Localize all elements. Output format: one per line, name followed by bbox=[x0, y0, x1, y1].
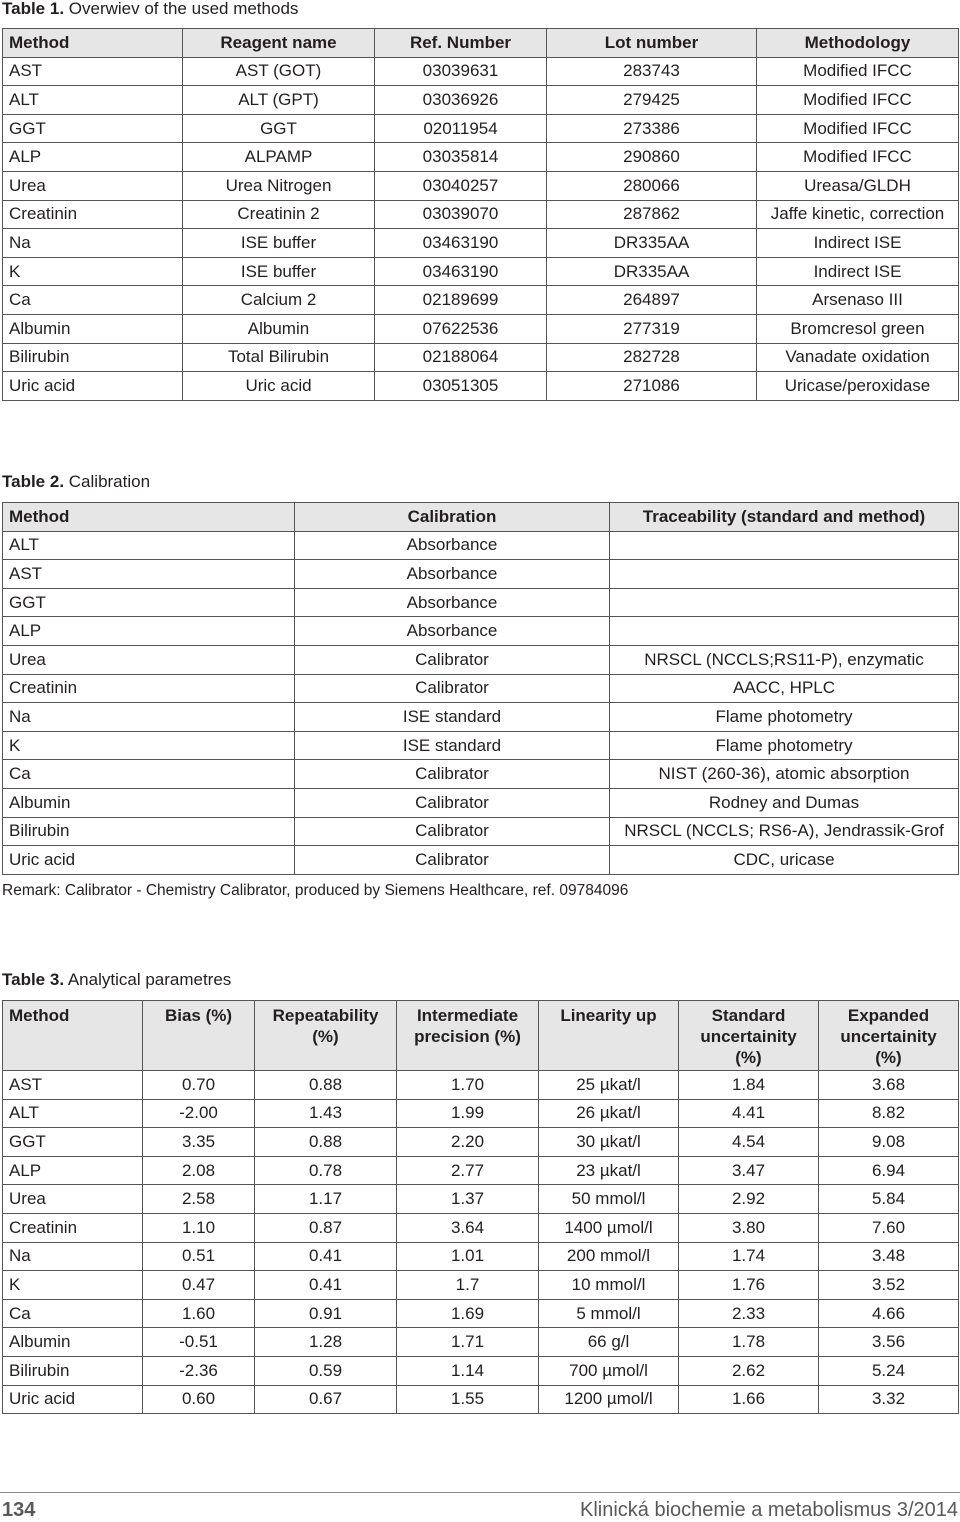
table2-body bbox=[3, 532, 959, 875]
table-cell: 1.55 bbox=[397, 1386, 539, 1415]
table-cell: Calcium 2 bbox=[183, 286, 375, 315]
table1-header-cell: Method bbox=[3, 29, 183, 58]
method-cell: Urea bbox=[3, 646, 295, 675]
table-cell: -0.51 bbox=[143, 1328, 255, 1357]
table-cell bbox=[610, 617, 959, 646]
method-cell: Urea bbox=[3, 172, 183, 201]
method-cell: Na bbox=[3, 229, 183, 258]
table-row bbox=[3, 646, 959, 675]
table3-body bbox=[3, 1071, 959, 1414]
table1-header-row bbox=[3, 29, 959, 58]
method-cell: ALP bbox=[3, 1157, 143, 1186]
table-cell: 0.88 bbox=[255, 1071, 397, 1100]
method-cell: AST bbox=[3, 560, 295, 589]
table-row bbox=[3, 1328, 959, 1357]
table-cell: DR335AA bbox=[547, 258, 757, 287]
table-cell: 02188064 bbox=[375, 344, 547, 373]
table-cell: 1.17 bbox=[255, 1185, 397, 1214]
table-row bbox=[3, 675, 959, 704]
journal-title: Klinická biochemie a metabolismus 3/2014 bbox=[580, 1499, 958, 1521]
table-cell: ISE buffer bbox=[183, 229, 375, 258]
table-cell: 0.70 bbox=[143, 1071, 255, 1100]
table-cell: GGT bbox=[183, 115, 375, 144]
table-cell: 700 µmol/l bbox=[539, 1357, 679, 1386]
table-cell: 1200 µmol/l bbox=[539, 1386, 679, 1415]
table-cell: 03039070 bbox=[375, 201, 547, 230]
table3-header-cell: Standard uncertainity (%) bbox=[679, 1001, 819, 1071]
table-row bbox=[3, 703, 959, 732]
table2-caption bbox=[2, 473, 150, 491]
table-cell: 5 mmol/l bbox=[539, 1300, 679, 1329]
table-row bbox=[3, 1185, 959, 1214]
table3 bbox=[2, 1000, 959, 1414]
table-cell: Bromcresol green bbox=[757, 315, 959, 344]
table-cell: 1.74 bbox=[679, 1243, 819, 1272]
table-cell: 0.60 bbox=[143, 1386, 255, 1415]
method-cell: Uric acid bbox=[3, 372, 183, 401]
table-cell: 0.51 bbox=[143, 1243, 255, 1272]
table-cell: NRSCL (NCCLS; RS6-A), Jendrassik-Grof bbox=[610, 818, 959, 847]
table-row bbox=[3, 1128, 959, 1157]
table-cell: 30 µkat/l bbox=[539, 1128, 679, 1157]
table-cell: 23 µkat/l bbox=[539, 1157, 679, 1186]
table-cell: 279425 bbox=[547, 86, 757, 115]
table-cell: Flame photometry bbox=[610, 703, 959, 732]
table-cell bbox=[610, 560, 959, 589]
table-row bbox=[3, 115, 959, 144]
table2-header-row bbox=[3, 503, 959, 532]
table-cell: 1400 µmol/l bbox=[539, 1214, 679, 1243]
table-cell: 6.94 bbox=[819, 1157, 959, 1186]
method-cell: Albumin bbox=[3, 789, 295, 818]
method-cell: AST bbox=[3, 1071, 143, 1100]
table-row bbox=[3, 532, 959, 561]
method-cell: AST bbox=[3, 58, 183, 87]
table-cell: 3.32 bbox=[819, 1386, 959, 1415]
method-cell: Bilirubin bbox=[3, 1357, 143, 1386]
method-cell: Albumin bbox=[3, 315, 183, 344]
table-cell: -2.36 bbox=[143, 1357, 255, 1386]
table-cell: 26 µkat/l bbox=[539, 1100, 679, 1129]
table-cell: Calibrator bbox=[295, 675, 610, 704]
table-cell: ALPAMP bbox=[183, 143, 375, 172]
table3-header-cell: Bias (%) bbox=[143, 1001, 255, 1071]
table-cell: 3.48 bbox=[819, 1243, 959, 1272]
table-cell: 1.84 bbox=[679, 1071, 819, 1100]
table-row bbox=[3, 560, 959, 589]
table-row bbox=[3, 1071, 959, 1100]
table-cell: 03036926 bbox=[375, 86, 547, 115]
table-cell: 1.69 bbox=[397, 1300, 539, 1329]
table-cell: 03463190 bbox=[375, 258, 547, 287]
table3-header-cell: Repeatability (%) bbox=[255, 1001, 397, 1071]
method-cell: ALP bbox=[3, 143, 183, 172]
table-cell: 0.41 bbox=[255, 1271, 397, 1300]
table-cell: Absorbance bbox=[295, 560, 610, 589]
table2-header-cell: Traceability (standard and method) bbox=[610, 503, 959, 532]
method-cell: Uric acid bbox=[3, 1386, 143, 1415]
table-cell: 10 mmol/l bbox=[539, 1271, 679, 1300]
method-cell: K bbox=[3, 258, 183, 287]
table-cell: 3.52 bbox=[819, 1271, 959, 1300]
table-cell: 0.67 bbox=[255, 1386, 397, 1415]
table-row bbox=[3, 201, 959, 230]
table-cell: Modified IFCC bbox=[757, 143, 959, 172]
table3-header-cell: Intermediate precision (%) bbox=[397, 1001, 539, 1071]
method-cell: GGT bbox=[3, 589, 295, 618]
method-cell: Na bbox=[3, 703, 295, 732]
table-cell: 4.54 bbox=[679, 1128, 819, 1157]
method-cell: ALT bbox=[3, 86, 183, 115]
table-cell: 2.77 bbox=[397, 1157, 539, 1186]
table-cell: Uricase/peroxidase bbox=[757, 372, 959, 401]
table-cell: Modified IFCC bbox=[757, 58, 959, 87]
table-cell: 3.64 bbox=[397, 1214, 539, 1243]
table2-header-cell: Calibration bbox=[295, 503, 610, 532]
method-cell: Uric acid bbox=[3, 846, 295, 875]
table-cell: 0.47 bbox=[143, 1271, 255, 1300]
table-cell: 3.35 bbox=[143, 1128, 255, 1157]
table-row bbox=[3, 1386, 959, 1415]
table1-header-cell: Methodology bbox=[757, 29, 959, 58]
table-cell: 264897 bbox=[547, 286, 757, 315]
table-cell: Absorbance bbox=[295, 589, 610, 618]
table-cell: 1.43 bbox=[255, 1100, 397, 1129]
table-row bbox=[3, 58, 959, 87]
table-cell: Flame photometry bbox=[610, 732, 959, 761]
table-cell: 0.91 bbox=[255, 1300, 397, 1329]
table-cell: 0.78 bbox=[255, 1157, 397, 1186]
table-cell: Arsenaso III bbox=[757, 286, 959, 315]
table-cell: NRSCL (NCCLS;RS11-P), enzymatic bbox=[610, 646, 959, 675]
table-cell: 273386 bbox=[547, 115, 757, 144]
table-cell: 1.66 bbox=[679, 1386, 819, 1415]
table-cell: 9.08 bbox=[819, 1128, 959, 1157]
table-cell: Indirect ISE bbox=[757, 258, 959, 287]
table-cell: 25 µkat/l bbox=[539, 1071, 679, 1100]
table1-header-cell: Lot number bbox=[547, 29, 757, 58]
table-cell: Absorbance bbox=[295, 532, 610, 561]
table-cell: 2.62 bbox=[679, 1357, 819, 1386]
table-cell: 277319 bbox=[547, 315, 757, 344]
table-row bbox=[3, 789, 959, 818]
method-cell: ALP bbox=[3, 617, 295, 646]
table-row bbox=[3, 229, 959, 258]
table-cell: 03040257 bbox=[375, 172, 547, 201]
table-cell: 0.59 bbox=[255, 1357, 397, 1386]
table-row bbox=[3, 258, 959, 287]
method-cell: GGT bbox=[3, 115, 183, 144]
table-cell: DR335AA bbox=[547, 229, 757, 258]
table3-header-row bbox=[3, 1001, 959, 1071]
table-cell: 4.41 bbox=[679, 1100, 819, 1129]
table2-title: Calibration bbox=[68, 472, 151, 491]
table-row bbox=[3, 1357, 959, 1386]
table-cell: 5.24 bbox=[819, 1357, 959, 1386]
method-cell: Bilirubin bbox=[3, 344, 183, 373]
table-cell: Absorbance bbox=[295, 617, 610, 646]
table-cell: Urea Nitrogen bbox=[183, 172, 375, 201]
method-cell: Creatinin bbox=[3, 675, 295, 704]
table3-title: Analytical parametres bbox=[67, 970, 232, 989]
table-cell: 3.56 bbox=[819, 1328, 959, 1357]
table-row bbox=[3, 172, 959, 201]
method-cell: Urea bbox=[3, 1185, 143, 1214]
table-cell: 2.92 bbox=[679, 1185, 819, 1214]
table-cell: 1.71 bbox=[397, 1328, 539, 1357]
table-cell: Calibrator bbox=[295, 760, 610, 789]
table-cell: 1.01 bbox=[397, 1243, 539, 1272]
table-cell: 8.82 bbox=[819, 1100, 959, 1129]
table-cell: Uric acid bbox=[183, 372, 375, 401]
method-cell: Creatinin bbox=[3, 1214, 143, 1243]
table-cell: 1.60 bbox=[143, 1300, 255, 1329]
table-cell: 03463190 bbox=[375, 229, 547, 258]
table-cell: 1.28 bbox=[255, 1328, 397, 1357]
table-cell: 200 mmol/l bbox=[539, 1243, 679, 1272]
method-cell: Creatinin bbox=[3, 201, 183, 230]
table2-label: Table 2. bbox=[2, 472, 65, 491]
table1 bbox=[2, 28, 959, 401]
method-cell: Ca bbox=[3, 1300, 143, 1329]
table1-header-cell: Reagent name bbox=[183, 29, 375, 58]
footer-divider bbox=[0, 1492, 960, 1493]
table-row bbox=[3, 760, 959, 789]
table-cell: 1.7 bbox=[397, 1271, 539, 1300]
table-cell: 5.84 bbox=[819, 1185, 959, 1214]
table-row bbox=[3, 143, 959, 172]
table-row bbox=[3, 732, 959, 761]
table1-caption bbox=[2, 0, 298, 18]
table1-header-cell: Ref. Number bbox=[375, 29, 547, 58]
table-cell bbox=[610, 589, 959, 618]
table1-body bbox=[3, 58, 959, 401]
table-row bbox=[3, 86, 959, 115]
table-row bbox=[3, 315, 959, 344]
table-row bbox=[3, 1214, 959, 1243]
table-cell bbox=[610, 532, 959, 561]
method-cell: Albumin bbox=[3, 1328, 143, 1357]
table-row bbox=[3, 1271, 959, 1300]
table-cell: 0.41 bbox=[255, 1243, 397, 1272]
table-cell: 1.78 bbox=[679, 1328, 819, 1357]
table-cell: 3.47 bbox=[679, 1157, 819, 1186]
table-cell: Creatinin 2 bbox=[183, 201, 375, 230]
table-cell: Calibrator bbox=[295, 818, 610, 847]
table-cell: 02011954 bbox=[375, 115, 547, 144]
table-cell: 2.08 bbox=[143, 1157, 255, 1186]
table-cell: Modified IFCC bbox=[757, 115, 959, 144]
table-row bbox=[3, 1157, 959, 1186]
method-cell: GGT bbox=[3, 1128, 143, 1157]
table2 bbox=[2, 502, 959, 875]
table3-header-cell: Method bbox=[3, 1001, 143, 1071]
table-cell: 4.66 bbox=[819, 1300, 959, 1329]
method-cell: K bbox=[3, 1271, 143, 1300]
table-row bbox=[3, 1300, 959, 1329]
table-cell: 0.87 bbox=[255, 1214, 397, 1243]
table-cell: -2.00 bbox=[143, 1100, 255, 1129]
method-cell: ALT bbox=[3, 1100, 143, 1129]
table-cell: Albumin bbox=[183, 315, 375, 344]
table-row bbox=[3, 286, 959, 315]
table-cell: Modified IFCC bbox=[757, 86, 959, 115]
table-cell: 03035814 bbox=[375, 143, 547, 172]
method-cell: Ca bbox=[3, 286, 183, 315]
table-cell: Calibrator bbox=[295, 789, 610, 818]
table-cell: 290860 bbox=[547, 143, 757, 172]
table-cell: 2.58 bbox=[143, 1185, 255, 1214]
table-cell: Vanadate oxidation bbox=[757, 344, 959, 373]
table1-label: Table 1. bbox=[2, 0, 65, 18]
table-cell: 3.80 bbox=[679, 1214, 819, 1243]
table-row bbox=[3, 617, 959, 646]
method-cell: Bilirubin bbox=[3, 818, 295, 847]
table-row bbox=[3, 589, 959, 618]
table3-caption bbox=[2, 971, 231, 989]
table-cell: AST (GOT) bbox=[183, 58, 375, 87]
table-cell: 07622536 bbox=[375, 315, 547, 344]
table-cell: 1.37 bbox=[397, 1185, 539, 1214]
table3-label: Table 3. bbox=[2, 970, 65, 989]
table-cell: Total Bilirubin bbox=[183, 344, 375, 373]
table-cell: 0.88 bbox=[255, 1128, 397, 1157]
table-cell: Calibrator bbox=[295, 646, 610, 675]
table-cell: 271086 bbox=[547, 372, 757, 401]
table-cell: CDC, uricase bbox=[610, 846, 959, 875]
table-cell: Calibrator bbox=[295, 846, 610, 875]
table-row bbox=[3, 818, 959, 847]
table-row bbox=[3, 344, 959, 373]
table-cell: 282728 bbox=[547, 344, 757, 373]
table-cell: Ureasa/GLDH bbox=[757, 172, 959, 201]
table-cell: NIST (260-36), atomic absorption bbox=[610, 760, 959, 789]
table-cell: 2.33 bbox=[679, 1300, 819, 1329]
table2-header-cell: Method bbox=[3, 503, 295, 532]
table-cell: 03051305 bbox=[375, 372, 547, 401]
method-cell: ALT bbox=[3, 532, 295, 561]
table-cell: 2.20 bbox=[397, 1128, 539, 1157]
table-cell: 02189699 bbox=[375, 286, 547, 315]
table2-remark: Remark: Calibrator - Chemistry Calibrator, produced by Siemens Healthcare, ref. 09784096 bbox=[2, 882, 629, 899]
method-cell: Ca bbox=[3, 760, 295, 789]
table-cell: Rodney and Dumas bbox=[610, 789, 959, 818]
table-cell: 1.70 bbox=[397, 1071, 539, 1100]
table3-header-cell: Linearity up bbox=[539, 1001, 679, 1071]
table-row bbox=[3, 1243, 959, 1272]
method-cell: Na bbox=[3, 1243, 143, 1272]
table-cell: 03039631 bbox=[375, 58, 547, 87]
table-cell: ISE standard bbox=[295, 703, 610, 732]
table-cell: 66 g/l bbox=[539, 1328, 679, 1357]
table-cell: 287862 bbox=[547, 201, 757, 230]
table-cell: 1.76 bbox=[679, 1271, 819, 1300]
table3-header-cell: Expanded uncertainity (%) bbox=[819, 1001, 959, 1071]
table-cell: 1.99 bbox=[397, 1100, 539, 1129]
table-cell: 7.60 bbox=[819, 1214, 959, 1243]
table-cell: 1.10 bbox=[143, 1214, 255, 1243]
table-cell: AACC, HPLC bbox=[610, 675, 959, 704]
table-cell: 283743 bbox=[547, 58, 757, 87]
table-cell: 50 mmol/l bbox=[539, 1185, 679, 1214]
table-cell: 280066 bbox=[547, 172, 757, 201]
table-cell: Indirect ISE bbox=[757, 229, 959, 258]
table-cell: 1.14 bbox=[397, 1357, 539, 1386]
table-row bbox=[3, 372, 959, 401]
table1-title: Overwiev of the used methods bbox=[68, 0, 299, 18]
table-row bbox=[3, 1100, 959, 1129]
table-cell: ALT (GPT) bbox=[183, 86, 375, 115]
table-cell: ISE buffer bbox=[183, 258, 375, 287]
table-cell: ISE standard bbox=[295, 732, 610, 761]
method-cell: K bbox=[3, 732, 295, 761]
table-cell: Jaffe kinetic, correction bbox=[757, 201, 959, 230]
table-cell: 3.68 bbox=[819, 1071, 959, 1100]
table-row bbox=[3, 846, 959, 875]
page-number: 134 bbox=[2, 1499, 36, 1521]
